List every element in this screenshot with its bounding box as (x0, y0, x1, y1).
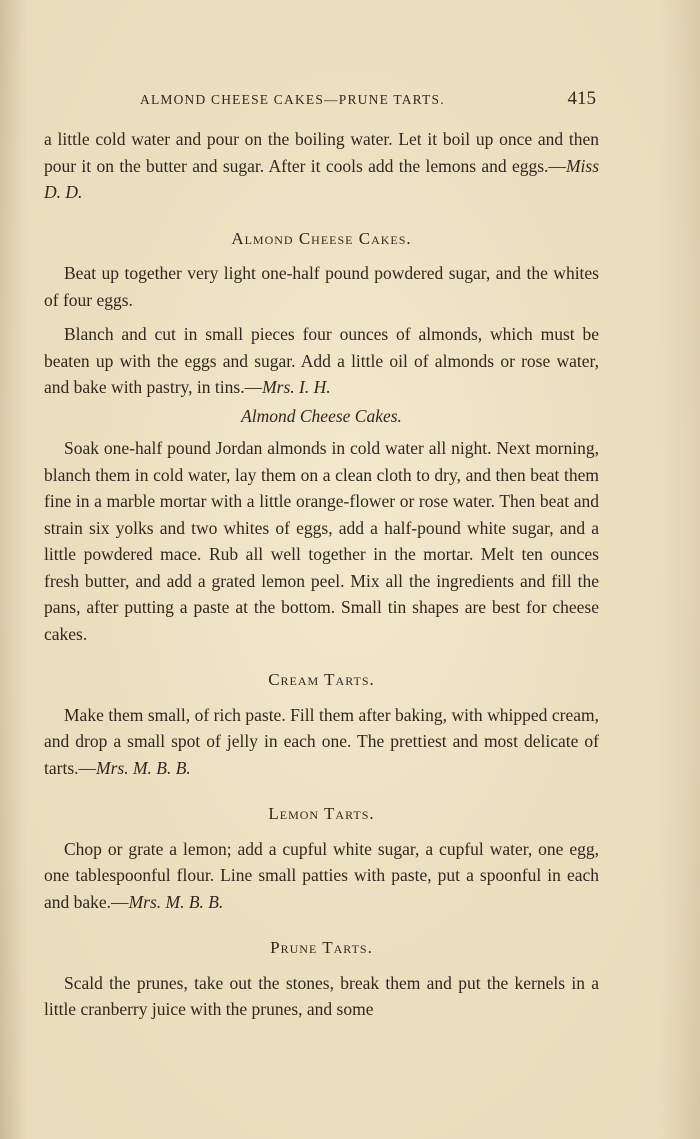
recipe-text: Chop or grate a lemon; add a cupful white sugar, a cupful water, one egg, one tablespoonful flour. Line small patties with paste, put a spoonful in each and bake.— (44, 838, 599, 912)
recipe-signature: Mrs. I. H. (262, 377, 331, 397)
continuation-text: a little cold water and pour on the boiling water. Let it boil up once and then pour it on the butter and sugar. After it cools add the lemons and eggs.— (44, 129, 599, 176)
continuation-signature: Miss D. D. (44, 155, 599, 202)
continuation-paragraph (44, 126, 599, 206)
recipe-paragraph: Soak one-half pound Jordan almonds in cold water all night. Next morning, blanch them in cold water, lay them on a clean cloth to dry, and then beat them fine in a marble mortar with a little orange-flower or rose water. Then beat and strain six yolks and two whites of eggs, add a half-pound white sugar, and a little powdered mace. Rub all well together in the mortar. Melt ten ounces fresh butter, and add a grated lemon peel. Mix all the ingredients and fill the pans, after putting a paste at the bottom. Small tin shapes are best for cheese cakes. (44, 438, 599, 644)
page-header (44, 88, 600, 114)
recipe-paragraph (44, 702, 599, 782)
recipe-signature: Mrs. M. B. B. (128, 891, 224, 912)
recipe-text: Make them small, of rich paste. Fill them after baking, with whipped cream, and drop a small spot of jelly in each one. The prettiest and most delicate of tarts.— (44, 704, 599, 778)
running-head: ALMOND CHEESE CAKES—PRUNE TARTS. (140, 92, 445, 107)
page-body (44, 126, 599, 1023)
recipe-paragraph: Scald the prunes, take out the stones, break them and put the kernels in a little cranberry juice with the prunes, and some (44, 972, 599, 1019)
recipe-title-cream-tarts: Cream Tarts. (268, 670, 375, 689)
recipe-paragraph: Beat up together very light one-half pound powdered sugar, and the whites of four eggs. (44, 263, 599, 310)
recipe-title-lemon-tarts: Lemon Tarts. (268, 804, 375, 823)
recipe-paragraph (44, 836, 599, 916)
recipe-text: Blanch and cut in small pieces four ounces of almonds, which must be beaten up with the eggs and sugar. Add a little oil of almonds or rose water, and bake with pastry, in tins.— (44, 324, 599, 397)
recipe-title-almond-cheese-cakes-2: Almond Cheese Cakes. (241, 405, 402, 426)
recipe-signature: Mrs. M. B. B. (96, 757, 191, 778)
recipe-paragraph (44, 321, 599, 401)
page-number: 415 (567, 88, 596, 109)
recipe-title-prune-tarts: Prune Tarts. (270, 938, 373, 957)
recipe-title-almond-cheese-cakes-1: Almond Cheese Cakes. (231, 228, 412, 248)
